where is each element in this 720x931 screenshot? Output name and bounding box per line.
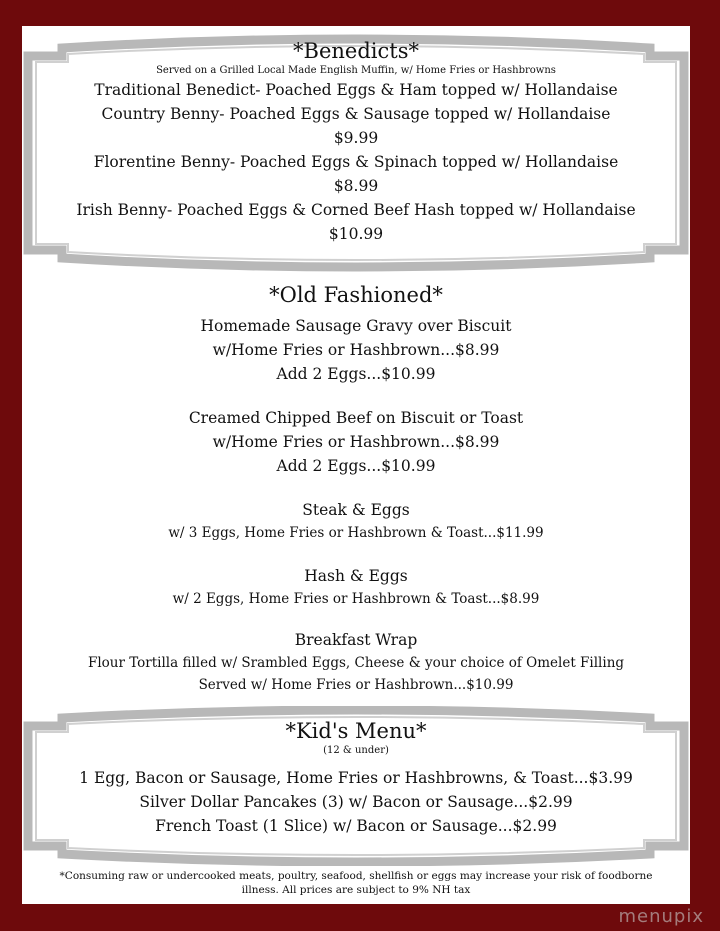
menu-line: Country Benny- Poached Eggs & Sausage topped w/ Hollandaise [101,105,611,123]
menu-line: French Toast (1 Slice) w/ Bacon or Sausage...$2.99 [155,817,557,835]
kids-menu-title: *Kid's Menu* [285,719,427,743]
menu-line: Silver Dollar Pancakes (3) w/ Bacon or Sausage...$2.99 [139,793,573,811]
kids-menu-section [22,706,690,866]
item-extra: Add 2 Eggs...$10.99 [276,365,436,383]
menu-page [22,26,690,904]
item-extra: Served w/ Home Fries or Hashbrown...$10.99 [198,677,514,693]
kids-menu-subtitle: (12 & under) [323,745,389,756]
item-detail: Flour Tortilla filled w/ Srambled Eggs, Cheese & your choice of Omelet Filling [87,655,625,671]
item-extra: Add 2 Eggs...$10.99 [276,457,436,475]
menu-item [22,498,690,544]
item-detail: w/Home Fries or Hashbrown...$8.99 [212,433,500,451]
menu-price: $9.99 [333,129,379,147]
disclaimer [22,869,690,897]
item-detail: w/ 2 Eggs, Home Fries or Hashbrown & Toast...$8.99 [172,591,540,607]
item-name: Steak & Eggs [302,501,410,519]
disclaimer-line: illness. All prices are subject to 9% NH tax [241,884,471,896]
benedicts-subtitle: Served on a Grilled Local Made English Muffin, w/ Home Fries or Hashbrowns [156,65,556,76]
menu-line: Florentine Benny- Poached Eggs & Spinach topped w/ Hollandaise [93,153,619,171]
item-name: Breakfast Wrap [294,631,418,649]
item-name: Creamed Chipped Beef on Biscuit or Toast [188,409,524,427]
item-name: Homemade Sausage Gravy over Biscuit [200,317,512,335]
watermark: menupix [618,906,704,927]
menu-price: $10.99 [328,225,384,243]
menu-item [22,314,690,386]
menu-price: $8.99 [333,177,379,195]
menu-line: 1 Egg, Bacon or Sausage, Home Fries or Hashbrowns, & Toast...$3.99 [79,769,633,787]
old-fashioned-title: *Old Fashioned* [269,283,443,307]
item-detail: w/ 3 Eggs, Home Fries or Hashbrown & Toast...$11.99 [168,525,544,541]
benedicts-section [22,34,690,272]
menu-line: Traditional Benedict- Poached Eggs & Ham topped w/ Hollandaise [94,81,618,99]
item-name: Hash & Eggs [304,567,408,585]
menu-item [22,628,690,696]
benedicts-title: *Benedicts* [293,39,419,63]
menu-item [22,406,690,478]
menu-item [22,564,690,610]
disclaimer-line: *Consuming raw or undercooked meats, poultry, seafood, shellfish or eggs may increase your risk of foodborne [59,870,653,882]
old-fashioned-section [22,282,690,696]
menu-line: Irish Benny- Poached Eggs & Corned Beef Hash topped w/ Hollandaise [76,201,636,219]
item-detail: w/Home Fries or Hashbrown...$8.99 [212,341,500,359]
